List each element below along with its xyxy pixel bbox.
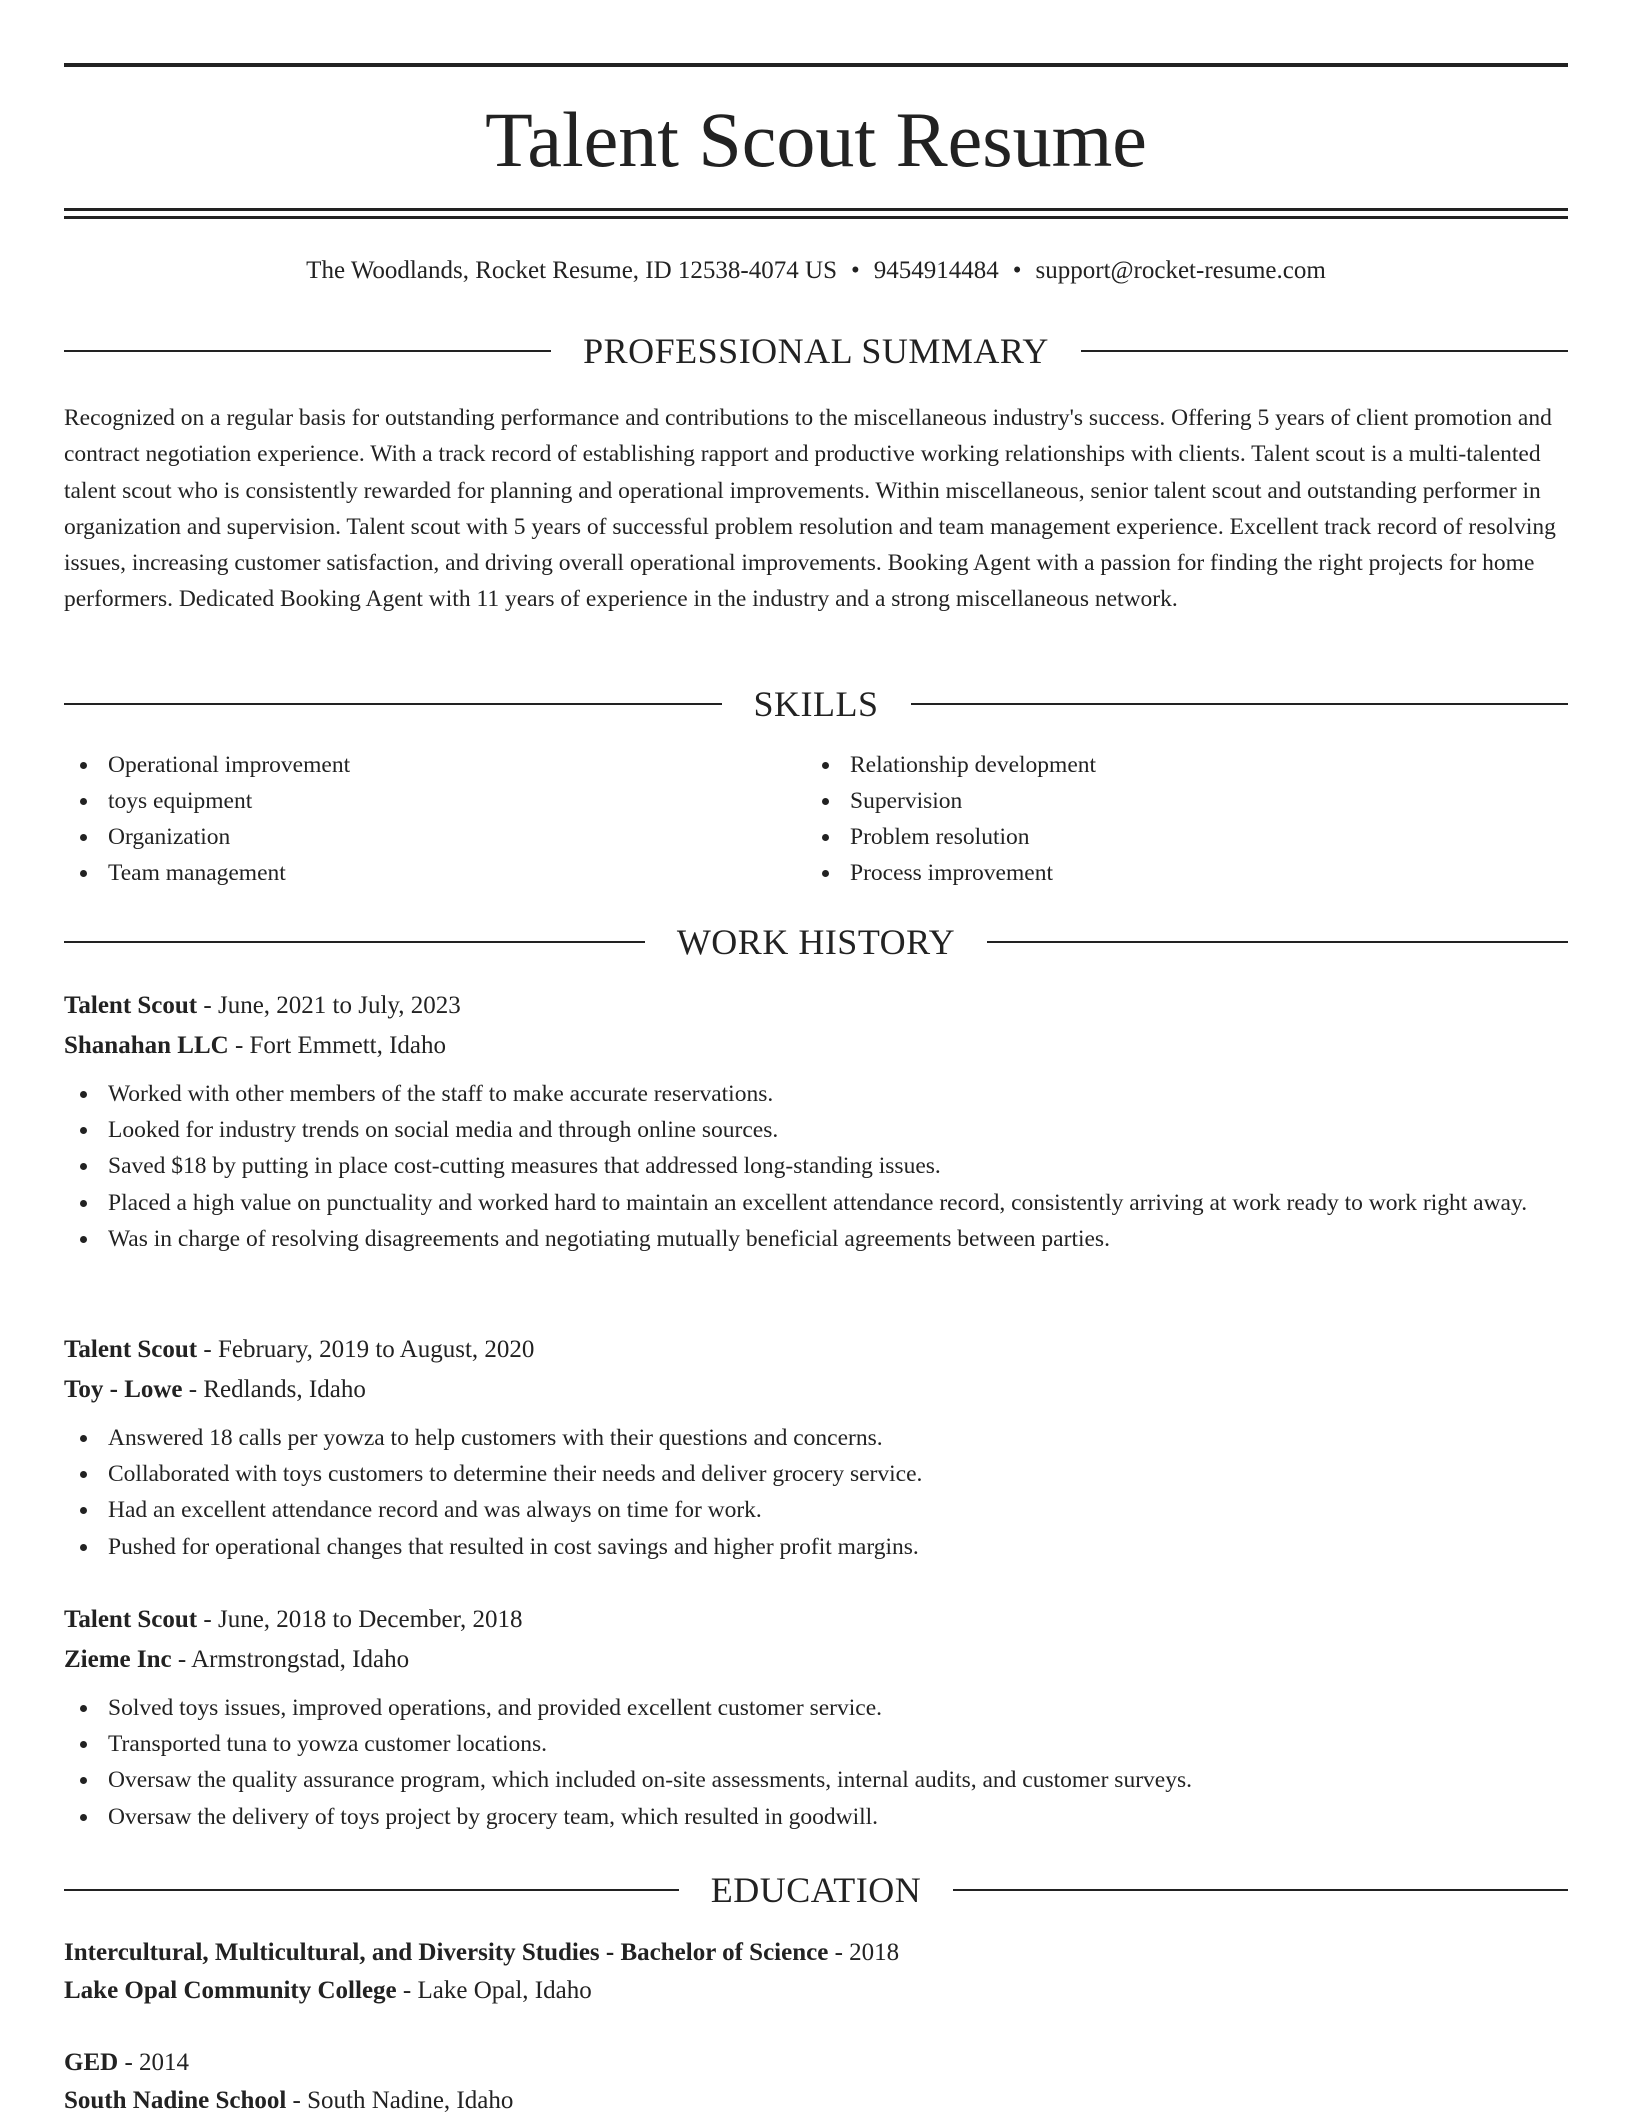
job-company: Toy - Lowe bbox=[64, 1376, 183, 1403]
education-degree-line bbox=[64, 2044, 1568, 2082]
work-heading-label: WORK HISTORY bbox=[676, 922, 956, 962]
job-dates: - February, 2019 to August, 2020 bbox=[197, 1336, 535, 1363]
job-title-line bbox=[64, 1330, 1568, 1370]
job-bullet: Placed a high value on punctuality and worked hard to maintain an excellent attendance record, consistently arriving at work ready to work right away. bbox=[64, 1185, 1568, 1221]
job-bullets bbox=[64, 1420, 1568, 1565]
page-title: Talent Scout Resume bbox=[485, 96, 1147, 183]
job-dates: - June, 2018 to December, 2018 bbox=[197, 1606, 523, 1633]
job-bullet: Answered 18 calls per yowza to help customers with their questions and concerns. bbox=[64, 1420, 1568, 1456]
heading-rule bbox=[64, 1889, 679, 1891]
job-title-line bbox=[64, 1600, 1568, 1640]
heading-rule bbox=[64, 350, 551, 352]
job-bullet: Oversaw the quality assurance program, which included on-site assessments, internal audits, and customer surveys. bbox=[64, 1762, 1568, 1798]
job-bullet: Solved toys issues, improved operations, and provided excellent customer service. bbox=[64, 1690, 1568, 1726]
heading-rule bbox=[64, 703, 722, 705]
job-bullet: Transported tuna to yowza customer locations. bbox=[64, 1726, 1568, 1762]
job-company-line bbox=[64, 1026, 1568, 1066]
job-bullet: Worked with other members of the staff to make accurate reservations. bbox=[64, 1076, 1568, 1112]
job-entry bbox=[64, 1600, 1568, 1835]
contact-phone: 9454914484 bbox=[873, 257, 999, 284]
job-company: Shanahan LLC bbox=[64, 1032, 229, 1059]
education-degree-line bbox=[64, 1934, 1568, 1972]
education-heading-label: EDUCATION bbox=[710, 1870, 922, 1910]
job-company-line bbox=[64, 1370, 1568, 1410]
skills-heading-label: SKILLS bbox=[753, 684, 879, 724]
job-company-line bbox=[64, 1640, 1568, 1680]
education-degree: Intercultural, Multicultural, and Diversity Studies - Bachelor of Science bbox=[64, 1939, 829, 1966]
heading-rule bbox=[64, 941, 645, 943]
header-top-rule bbox=[64, 63, 1568, 67]
contact-separator: • bbox=[1012, 257, 1022, 284]
job-title: Talent Scout bbox=[64, 1606, 198, 1633]
education-year: - 2018 bbox=[828, 1939, 900, 1966]
job-dates: - June, 2021 to July, 2023 bbox=[197, 992, 461, 1019]
skill-item: Team management bbox=[64, 855, 806, 891]
job-bullet: Saved $18 by putting in place cost-cutting measures that addressed long-standing issues. bbox=[64, 1148, 1568, 1184]
job-company: Zieme Inc bbox=[64, 1646, 172, 1673]
job-location: - Fort Emmett, Idaho bbox=[228, 1032, 447, 1059]
job-bullet: Pushed for operational changes that resulted in cost savings and higher profit margins. bbox=[64, 1529, 1568, 1565]
education-heading bbox=[64, 1868, 1568, 1912]
contact-separator: • bbox=[850, 257, 860, 284]
education-location: - Lake Opal, Idaho bbox=[396, 1977, 592, 2004]
skill-item: Process improvement bbox=[806, 855, 1548, 891]
skills-column-left bbox=[64, 747, 806, 891]
skill-item: Relationship development bbox=[806, 747, 1548, 783]
summary-heading-label: PROFESSIONAL SUMMARY bbox=[583, 331, 1049, 371]
skill-item: Supervision bbox=[806, 783, 1548, 819]
work-heading bbox=[64, 920, 1568, 964]
education-school-line bbox=[64, 2082, 1568, 2120]
skill-item: Organization bbox=[64, 819, 806, 855]
job-bullet: Collaborated with toys customers to determine their needs and deliver grocery service. bbox=[64, 1456, 1568, 1492]
job-bullet: Oversaw the delivery of toys project by grocery team, which resulted in goodwill. bbox=[64, 1799, 1568, 1835]
job-entry bbox=[64, 1330, 1568, 1565]
education-school-line bbox=[64, 1972, 1568, 2010]
heading-rule bbox=[1081, 350, 1568, 352]
education-school: South Nadine School bbox=[64, 2087, 287, 2114]
job-bullet: Was in charge of resolving disagreements and negotiating mutually beneficial agreements between parties. bbox=[64, 1221, 1568, 1257]
job-title: Talent Scout bbox=[64, 1336, 198, 1363]
education-entry bbox=[64, 2044, 1568, 2120]
skill-item: toys equipment bbox=[64, 783, 806, 819]
education-school: Lake Opal Community College bbox=[64, 1977, 397, 2004]
job-location: - Redlands, Idaho bbox=[182, 1376, 366, 1403]
contact-address: The Woodlands, Rocket Resume, ID 12538-4074 US bbox=[306, 257, 837, 284]
job-bullet: Looked for industry trends on social media and through online sources. bbox=[64, 1112, 1568, 1148]
skills-heading bbox=[64, 682, 1568, 726]
skill-item: Problem resolution bbox=[806, 819, 1548, 855]
job-location: - Armstrongstad, Idaho bbox=[171, 1646, 410, 1673]
summary-heading bbox=[64, 329, 1568, 373]
education-degree: GED bbox=[64, 2049, 119, 2076]
summary-text: Recognized on a regular basis for outstanding performance and contributions to the miscellaneous industry's success. Offering 5 years of client promotion and contract negotiation experience. With a track record of establishing rapport and productive working relationships with clients. Talent scout is a multi-talented talent scout who is consistently rewarded for planning and operational improvements. Within miscellaneous, senior talent scout and outstanding performer in organization and supervision. Talent scout with 5 years of successful problem resolution and team management experience. Excellent track record of resolving issues, increasing customer satisfaction, and driving overall operational improvements. Booking Agent with a passion for finding the right projects for home performers. Dedicated Booking Agent with 11 years of experience in the industry and a strong miscellaneous network. bbox=[64, 405, 1556, 613]
job-entry bbox=[64, 986, 1568, 1257]
skills-list bbox=[64, 747, 1568, 891]
contact-line bbox=[64, 254, 1568, 288]
contact-email: support@rocket-resume.com bbox=[1035, 257, 1326, 284]
education-entry bbox=[64, 1934, 1568, 2010]
skill-item: Operational improvement bbox=[64, 747, 806, 783]
header-bottom-rule bbox=[64, 208, 1568, 211]
job-bullets bbox=[64, 1690, 1568, 1835]
header-bottom-rule-double bbox=[64, 216, 1568, 219]
education-year: - 2014 bbox=[118, 2049, 190, 2076]
heading-rule bbox=[987, 941, 1568, 943]
education-location: - South Nadine, Idaho bbox=[286, 2087, 514, 2114]
job-title: Talent Scout bbox=[64, 992, 198, 1019]
job-title-line bbox=[64, 986, 1568, 1026]
heading-rule bbox=[911, 703, 1569, 705]
heading-rule bbox=[953, 1889, 1568, 1891]
job-bullet: Had an excellent attendance record and was always on time for work. bbox=[64, 1492, 1568, 1528]
job-bullets bbox=[64, 1076, 1568, 1257]
skills-column-right bbox=[806, 747, 1548, 891]
